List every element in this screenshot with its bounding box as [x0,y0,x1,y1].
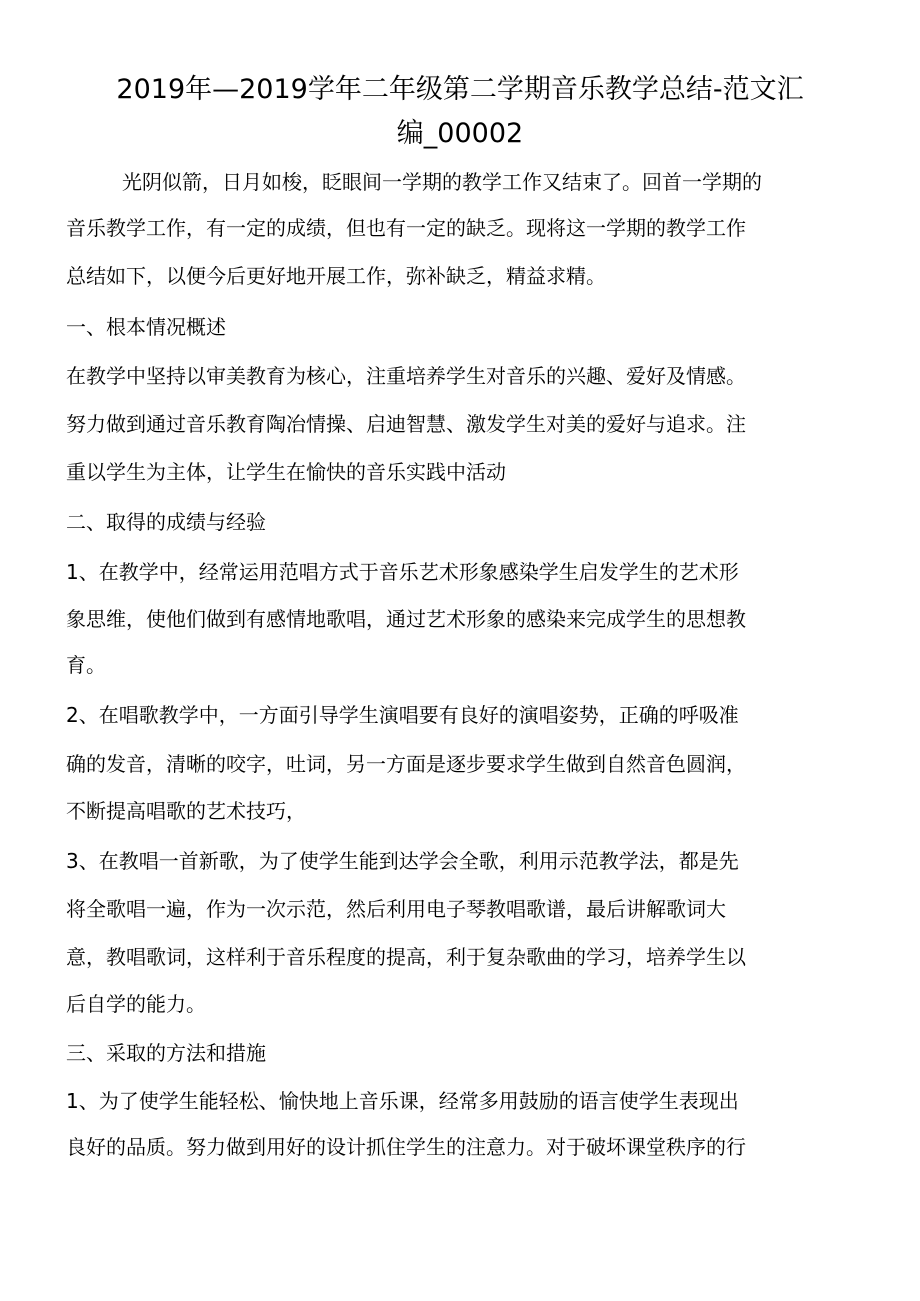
paragraph-line: 总结如下，以便今后更好地开展工作，弥补缺乏，精益求精。 [66,264,606,288]
paragraph-line: 象思维，使他们做到有感情地歌唱，通过艺术形象的感染来完成学生的思想教 [66,607,746,631]
paragraph-line: 1、在教学中，经常运用范唱方式于音乐艺术形象感染学生启发学生的艺术形 [66,560,739,584]
paragraph-line: 光阴似箭，日月如梭，眨眼间一学期的教学工作又结束了。回首一学期的 [122,170,762,194]
paragraph-line: 1、为了使学生能轻松、愉快地上音乐课，经常多用鼓励的语言使学生表现出 [66,1089,739,1113]
paragraph-line: 努力做到通过音乐教育陶冶情操、启迪智慧、激发学生对美的爱好与追求。注 [66,412,746,436]
paragraph-line: 2、在唱歌教学中，一方面引导学生演唱要有良好的演唱姿势，正确的呼吸准 [66,703,739,727]
paragraph-line: 良好的品质。努力做到用好的设计抓住学生的注意力。对于破坏课堂秩序的行 [66,1135,746,1159]
section-heading: 二、取得的成绩与经验 [66,510,266,534]
paragraph-line: 将全歌唱一遍，作为一次示范，然后利用电子琴教唱歌谱，最后讲解歌词大 [66,897,726,921]
document-title-line-1: 2019年—2019学年二年级第二学期音乐教学总结-范文汇 [116,74,804,105]
section-heading: 一、根本情况概述 [66,315,226,339]
paragraph-line: 音乐教学工作，有一定的成绩，但也有一定的缺乏。现将这一学期的教学工作 [66,216,746,240]
paragraph-line: 育。 [66,653,106,677]
section-heading: 三、采取的方法和措施 [66,1041,266,1065]
paragraph-line: 意，教唱歌词，这样利于音乐程度的提高，利于复杂歌曲的学习，培养学生以 [66,945,746,969]
paragraph-line: 确的发音，清晰的咬字，吐词，另一方面是逐步要求学生做到自然音色圆润， [66,752,746,776]
paragraph-line: 重以学生为主体，让学生在愉快的音乐实践中活动 [66,460,506,484]
paragraph-line: 在教学中坚持以审美教育为核心，注重培养学生对音乐的兴趣、爱好及情感。 [66,364,746,388]
paragraph-line: 不断提高唱歌的艺术技巧， [66,799,306,823]
paragraph-line: 3、在教唱一首新歌，为了使学生能到达学会全歌，利用示范教学法，都是先 [66,849,739,873]
document-title-line-2: 编_00002 [396,118,524,149]
paragraph-line: 后自学的能力。 [66,992,206,1016]
